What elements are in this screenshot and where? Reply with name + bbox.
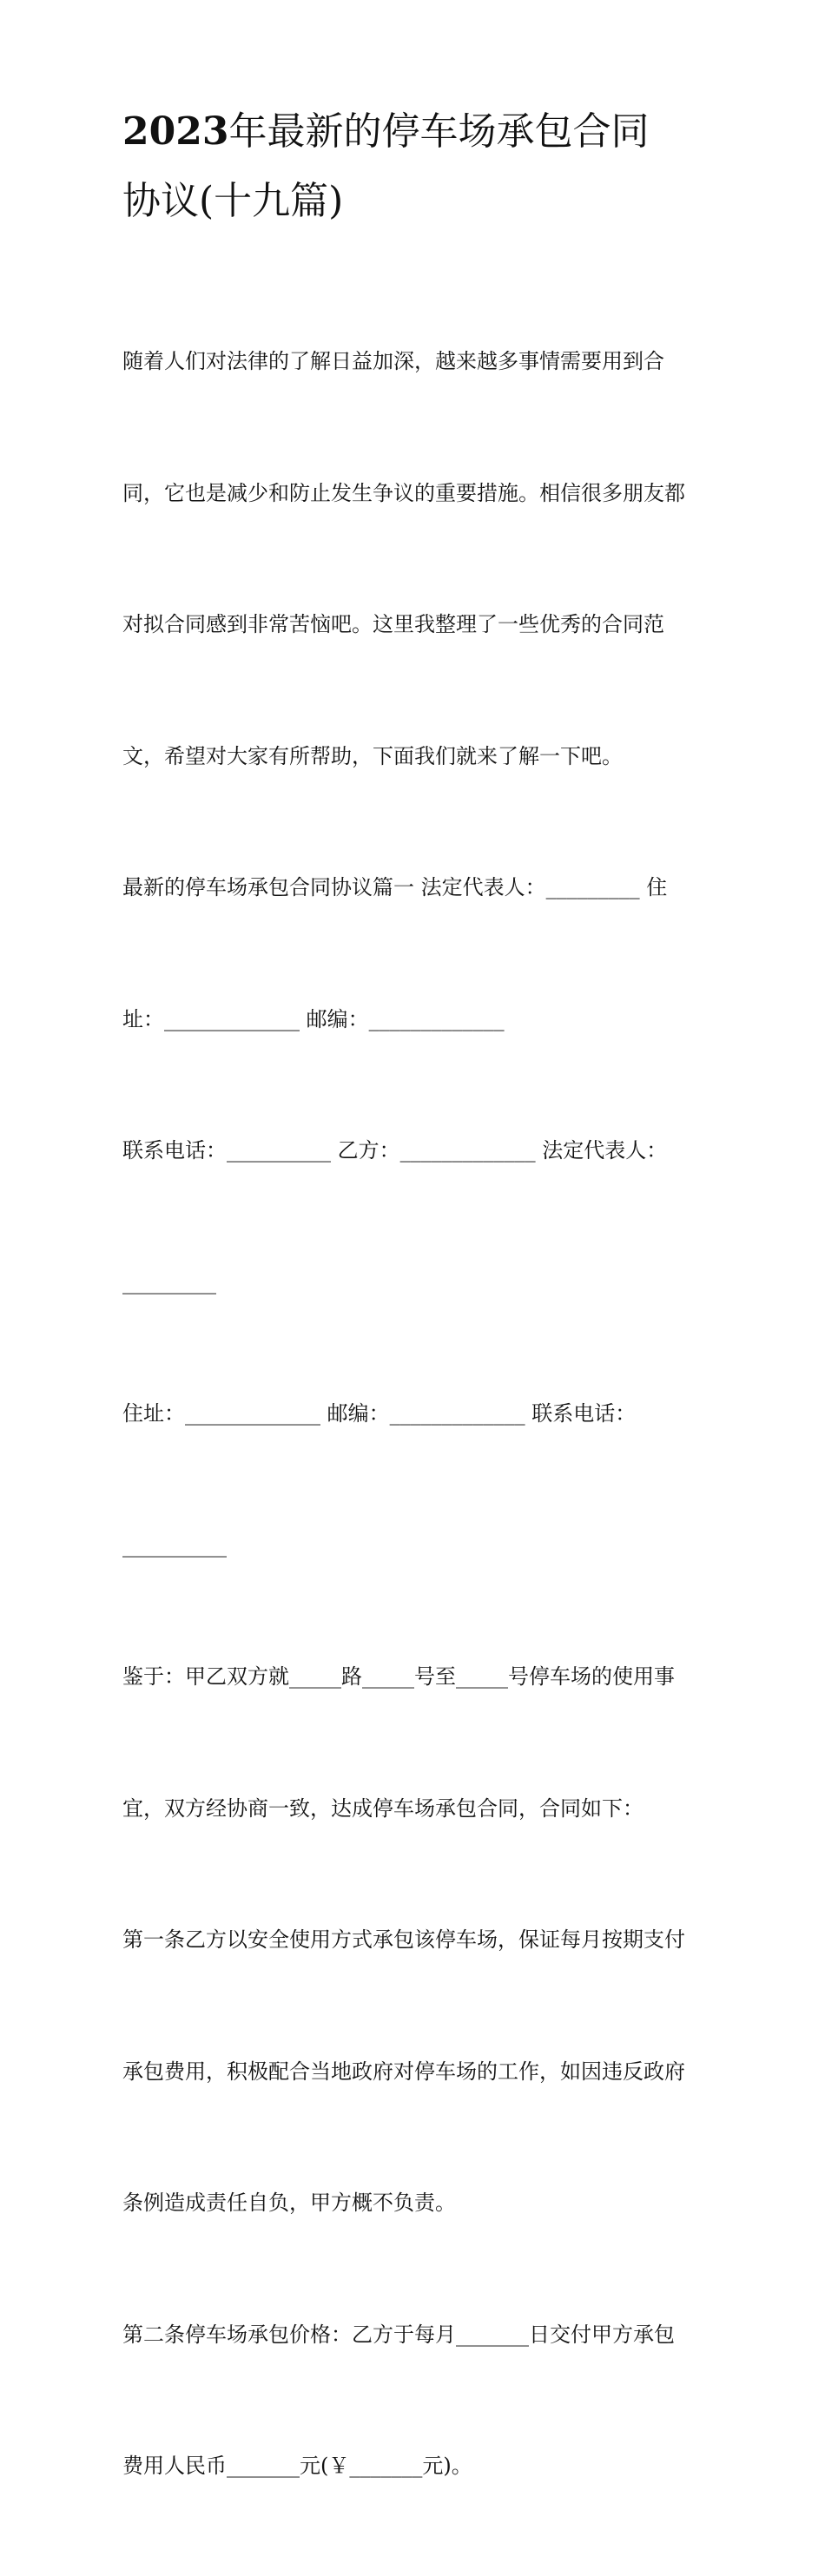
title-year: 2023 xyxy=(122,109,229,154)
body-line: 费用人民币_______元(￥_______元)。 xyxy=(122,2454,472,2478)
body-line: 第一条乙方以安全使用方式承包该停车场，保证每月按期支付 xyxy=(122,1927,685,1952)
body-line: __________ xyxy=(122,1532,227,1558)
body-line: _________ xyxy=(122,1269,216,1295)
body-line: 同，它也是减少和防止发生争议的重要措施。相信很多朋友都 xyxy=(122,480,685,505)
body-line: 鉴于：甲乙双方就_____路_____号至_____号停车场的使用事 xyxy=(122,1664,675,1689)
body-line: 住址：_____________ 邮编：_____________ 联系电话： xyxy=(122,1401,637,1426)
body-line: 条例造成责任自负，甲方概不负责。 xyxy=(122,2191,456,2215)
body-line: 承包费用，积极配合当地政府对停车场的工作，如因违反政府 xyxy=(122,2059,685,2084)
title-line-1-text: 年最新的停车场承包合同 xyxy=(228,109,650,154)
body-line: 宜，双方经协商一致，达成停车场承包合同，合同如下： xyxy=(122,1795,644,1821)
title-line-2: 协议(十九篇) xyxy=(122,179,344,223)
body-line: 文，希望对大家有所帮助，下面我们就来了解一下吧。 xyxy=(122,743,623,768)
title-line-1 xyxy=(122,97,713,167)
document-title xyxy=(122,97,713,236)
body-line: 联系电话：__________ 乙方：_____________ 法定代表人： xyxy=(122,1138,668,1163)
document-body xyxy=(122,252,713,2576)
body-line: 随着人们对法律的了解日益加深，越来越多事情需要用到合 xyxy=(122,349,664,373)
document-page xyxy=(122,97,713,2576)
body-line: 对拟合同感到非常苦恼吧。这里我整理了一些优秀的合同范 xyxy=(122,612,664,636)
body-line: 第二条停车场承包价格：乙方于每月_______日交付甲方承包 xyxy=(122,2322,675,2347)
body-line: 最新的停车场承包合同协议篇一 法定代表人：_________ 住 xyxy=(122,875,668,899)
body-line: 址：_____________ 邮编：_____________ xyxy=(122,1006,505,1031)
